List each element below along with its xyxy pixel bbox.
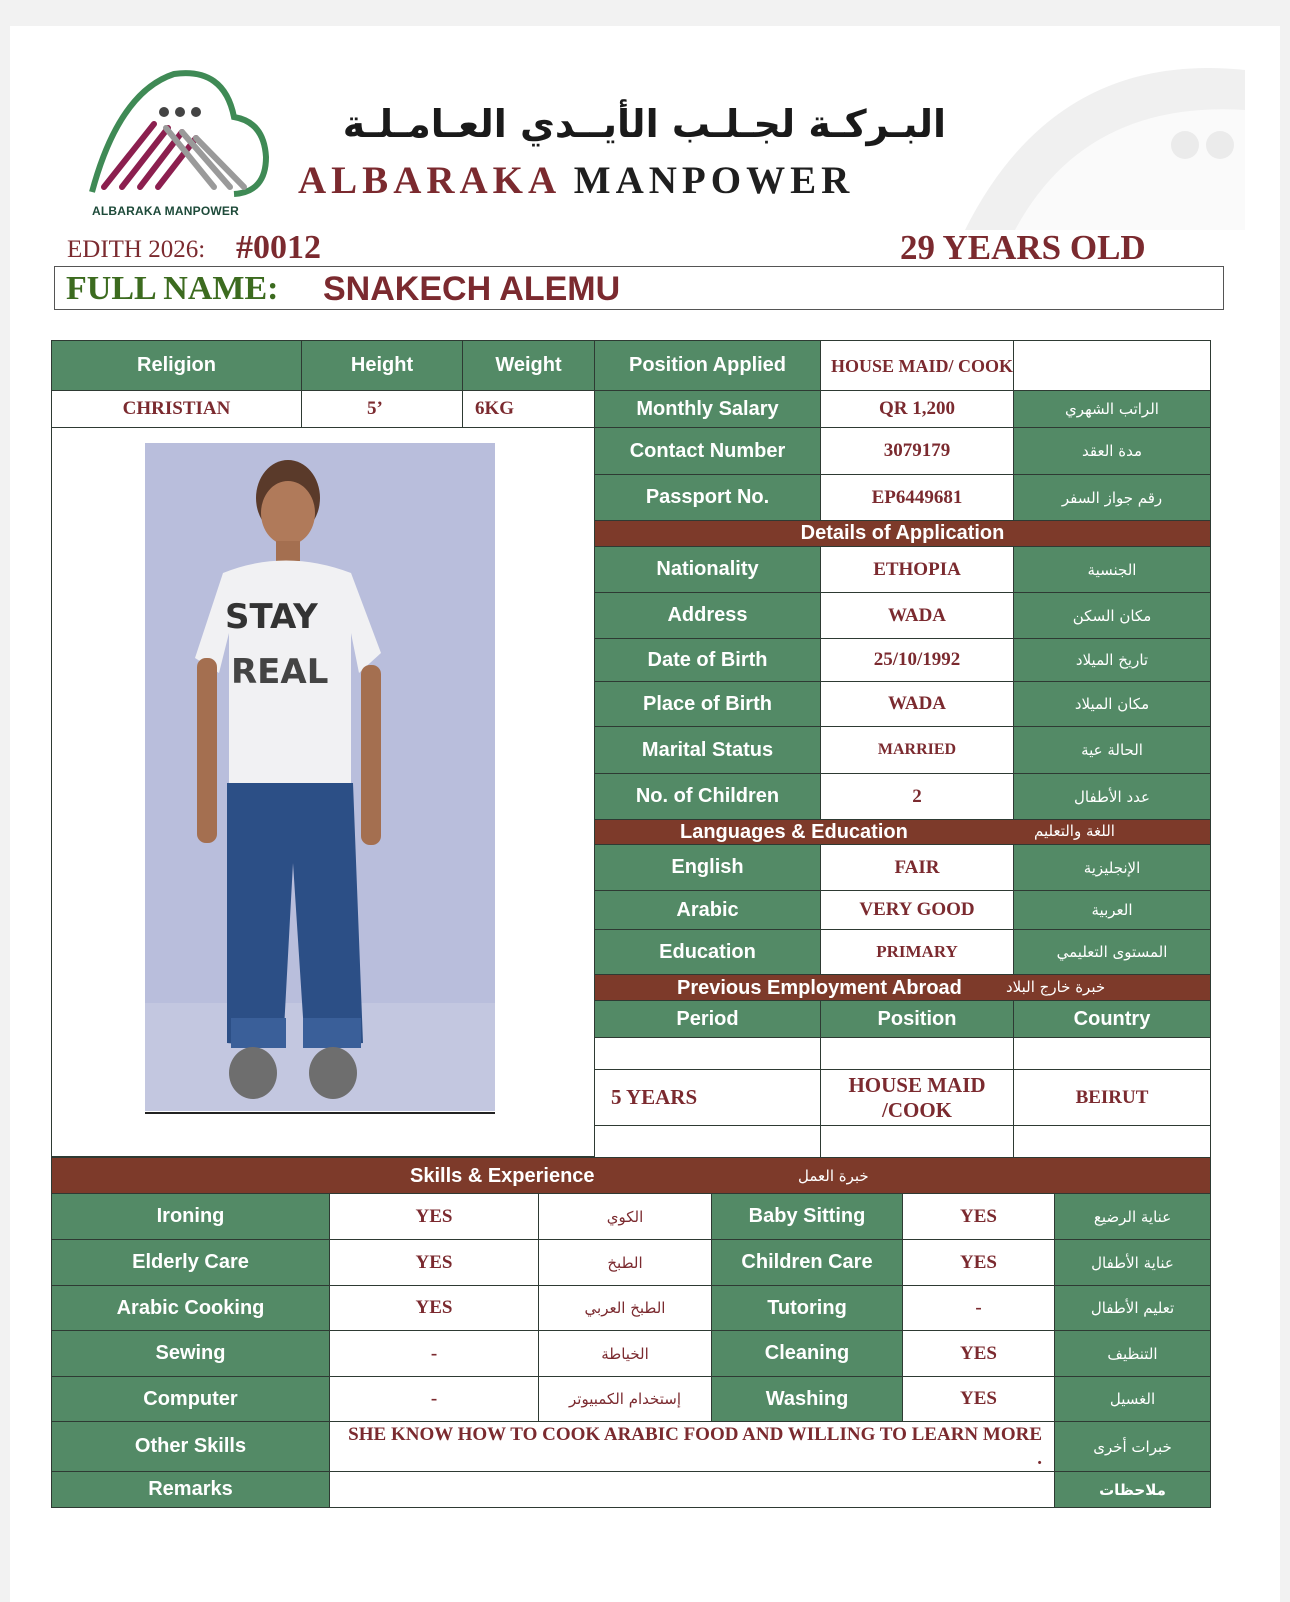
skill-value: YES — [329, 1285, 539, 1331]
skill-value: - — [329, 1376, 539, 1422]
date-of-birth-label: Date of Birth — [594, 638, 821, 682]
height-header: Height — [301, 340, 463, 391]
religion-header: Religion — [51, 340, 302, 391]
date-of-birth-value: 25/10/1992 — [820, 638, 1014, 682]
arabic-company-name: البـركـة لجـلـب الأيــدي العـامـلـة — [342, 102, 946, 146]
english-company-name — [298, 158, 854, 203]
address-label: Address — [594, 592, 821, 639]
skill-ar: الغسيل — [1054, 1376, 1211, 1422]
skill-value: YES — [329, 1193, 539, 1240]
skill-label: Sewing — [51, 1330, 330, 1377]
position-header: Position — [820, 1000, 1014, 1038]
skill-value: YES — [902, 1330, 1055, 1377]
children-label: No. of Children — [594, 773, 821, 820]
english-ar: الإنجليزية — [1013, 844, 1211, 891]
candidate-code: #0012 — [236, 229, 321, 266]
skills-heading-bar — [51, 1157, 1211, 1194]
skill-ar: إستخدام الكمبيوتر — [538, 1376, 712, 1422]
employment-empty-cell — [820, 1037, 1014, 1070]
employment-empty-cell — [594, 1125, 821, 1158]
skill-value: - — [329, 1330, 539, 1377]
company-name-part-2: MANPOWER — [573, 159, 855, 202]
skill-label: Tutoring — [711, 1285, 903, 1331]
contact-number-label: Contact Number — [594, 427, 821, 475]
place-of-birth-ar: مكان الميلاد — [1013, 681, 1211, 727]
country-header: Country — [1013, 1000, 1211, 1038]
english-label: English — [594, 844, 821, 891]
employment-country-value: BEIRUT — [1013, 1069, 1211, 1126]
address-value: WADA — [820, 592, 1014, 639]
company-logo — [84, 62, 269, 202]
languages-heading: Languages & Education — [680, 821, 908, 843]
employment-empty-cell — [820, 1125, 1014, 1158]
other-skills-value: SHE KNOW HOW TO COOK ARABIC FOOD AND WILLING TO LEARN MORE . — [329, 1421, 1055, 1472]
period-header: Period — [594, 1000, 821, 1038]
skill-label: Elderly Care — [51, 1239, 330, 1286]
education-ar: المستوى التعليمي — [1013, 929, 1211, 975]
employment-empty-cell — [1013, 1037, 1211, 1070]
position-applied-label: Position Applied — [594, 340, 821, 391]
religion-value: CHRISTIAN — [51, 390, 302, 428]
height-value: 5’ — [301, 390, 463, 428]
marital-status-ar: الحالة عية — [1013, 726, 1211, 774]
skill-value: YES — [902, 1376, 1055, 1422]
marital-status-label: Marital Status — [594, 726, 821, 774]
details-heading: Details of Application — [594, 520, 1211, 547]
nationality-label: Nationality — [594, 546, 821, 593]
arabic-ar: العربية — [1013, 890, 1211, 930]
employment-heading: Previous Employment Abroad — [677, 977, 962, 999]
children-value: 2 — [820, 773, 1014, 820]
remarks-label: Remarks — [51, 1471, 330, 1508]
employment-empty-cell — [594, 1037, 821, 1070]
skill-ar: الكوي — [538, 1193, 712, 1240]
contact-number-value: 3079179 — [820, 427, 1014, 475]
passport-value: EP6449681 — [820, 474, 1014, 521]
skill-label: Cleaning — [711, 1330, 903, 1377]
skill-value: YES — [902, 1239, 1055, 1286]
place-of-birth-label: Place of Birth — [594, 681, 821, 727]
weight-value: 6KG — [462, 390, 595, 428]
skill-ar: عناية الأطفال — [1054, 1239, 1211, 1286]
monthly-salary-value: QR 1,200 — [820, 390, 1014, 428]
skill-ar: الخياطة — [538, 1330, 712, 1377]
remarks-value — [329, 1471, 1055, 1508]
remarks-ar: ملاحظات — [1054, 1471, 1211, 1508]
other-skills-label: Other Skills — [51, 1421, 330, 1472]
monthly-salary-label: Monthly Salary — [594, 390, 821, 428]
arabic-label: Arabic — [594, 890, 821, 930]
skill-ar: التنظيف — [1054, 1330, 1211, 1377]
svg-text:REAL: REAL — [231, 652, 329, 692]
skill-label: Arabic Cooking — [51, 1285, 330, 1331]
employment-position-value: HOUSE MAID /COOK — [820, 1069, 1014, 1126]
skill-value: YES — [902, 1193, 1055, 1240]
position-blank-cell — [1013, 340, 1211, 391]
employment-period-value: 5 YEARS — [594, 1069, 821, 1126]
skill-value: YES — [329, 1239, 539, 1286]
arabic-value: VERY GOOD — [820, 890, 1014, 930]
place-of-birth-value: WADA — [820, 681, 1014, 727]
passport-label: Passport No. — [594, 474, 821, 521]
monthly-salary-ar: الراتب الشهري — [1013, 390, 1211, 428]
skill-ar: الطبخ — [538, 1239, 712, 1286]
skill-ar: تعليم الأطفال — [1054, 1285, 1211, 1331]
english-value: FAIR — [820, 844, 1014, 891]
weight-header: Weight — [462, 340, 595, 391]
full-name-value: SNAKECH ALEMU — [323, 270, 621, 308]
full-name-label: FULL NAME: — [66, 270, 279, 307]
skills-heading: Skills & Experience — [410, 1165, 595, 1187]
skill-value: - — [902, 1285, 1055, 1331]
nationality-value: ETHOPIA — [820, 546, 1014, 593]
languages-heading-ar: اللغة والتعليم — [1034, 822, 1115, 840]
logo-caption: ALBARAKA MANPOWER — [92, 204, 239, 218]
company-name-part-1: ALBARAKA — [298, 159, 560, 202]
svg-text:STAY: STAY — [225, 597, 318, 637]
education-label: Education — [594, 929, 821, 975]
children-ar: عدد الأطفال — [1013, 773, 1211, 820]
nationality-ar: الجنسية — [1013, 546, 1211, 593]
contact-number-ar: مدة العقد — [1013, 427, 1211, 475]
other-skills-ar: خبرات أخرى — [1054, 1421, 1211, 1472]
skill-ar: الطبخ العربي — [538, 1285, 712, 1331]
employment-heading-ar: خبرة خارج البلاد — [1006, 978, 1106, 996]
edition-label: EDITH 2026: — [67, 236, 206, 263]
education-value: PRIMARY — [820, 929, 1014, 975]
address-ar: مكان السكن — [1013, 592, 1211, 639]
skills-heading-ar: خبرة العمل — [798, 1167, 869, 1185]
date-of-birth-ar: تاريخ الميلاد — [1013, 638, 1211, 682]
skill-label: Computer — [51, 1376, 330, 1422]
passport-ar: رقم جواز السفر — [1013, 474, 1211, 521]
watermark-logo — [945, 30, 1255, 230]
skill-label: Washing — [711, 1376, 903, 1422]
skill-label: Baby Sitting — [711, 1193, 903, 1240]
skill-label: Children Care — [711, 1239, 903, 1286]
marital-status-value: MARRIED — [820, 726, 1014, 774]
skill-ar: عناية الرضيع — [1054, 1193, 1211, 1240]
employment-empty-cell — [1013, 1125, 1211, 1158]
position-applied-value: HOUSE MAID/ COOK — [820, 340, 1014, 391]
candidate-age: 29 YEARS OLD — [900, 228, 1146, 267]
candidate-photo — [145, 443, 495, 1115]
skill-label: Ironing — [51, 1193, 330, 1240]
